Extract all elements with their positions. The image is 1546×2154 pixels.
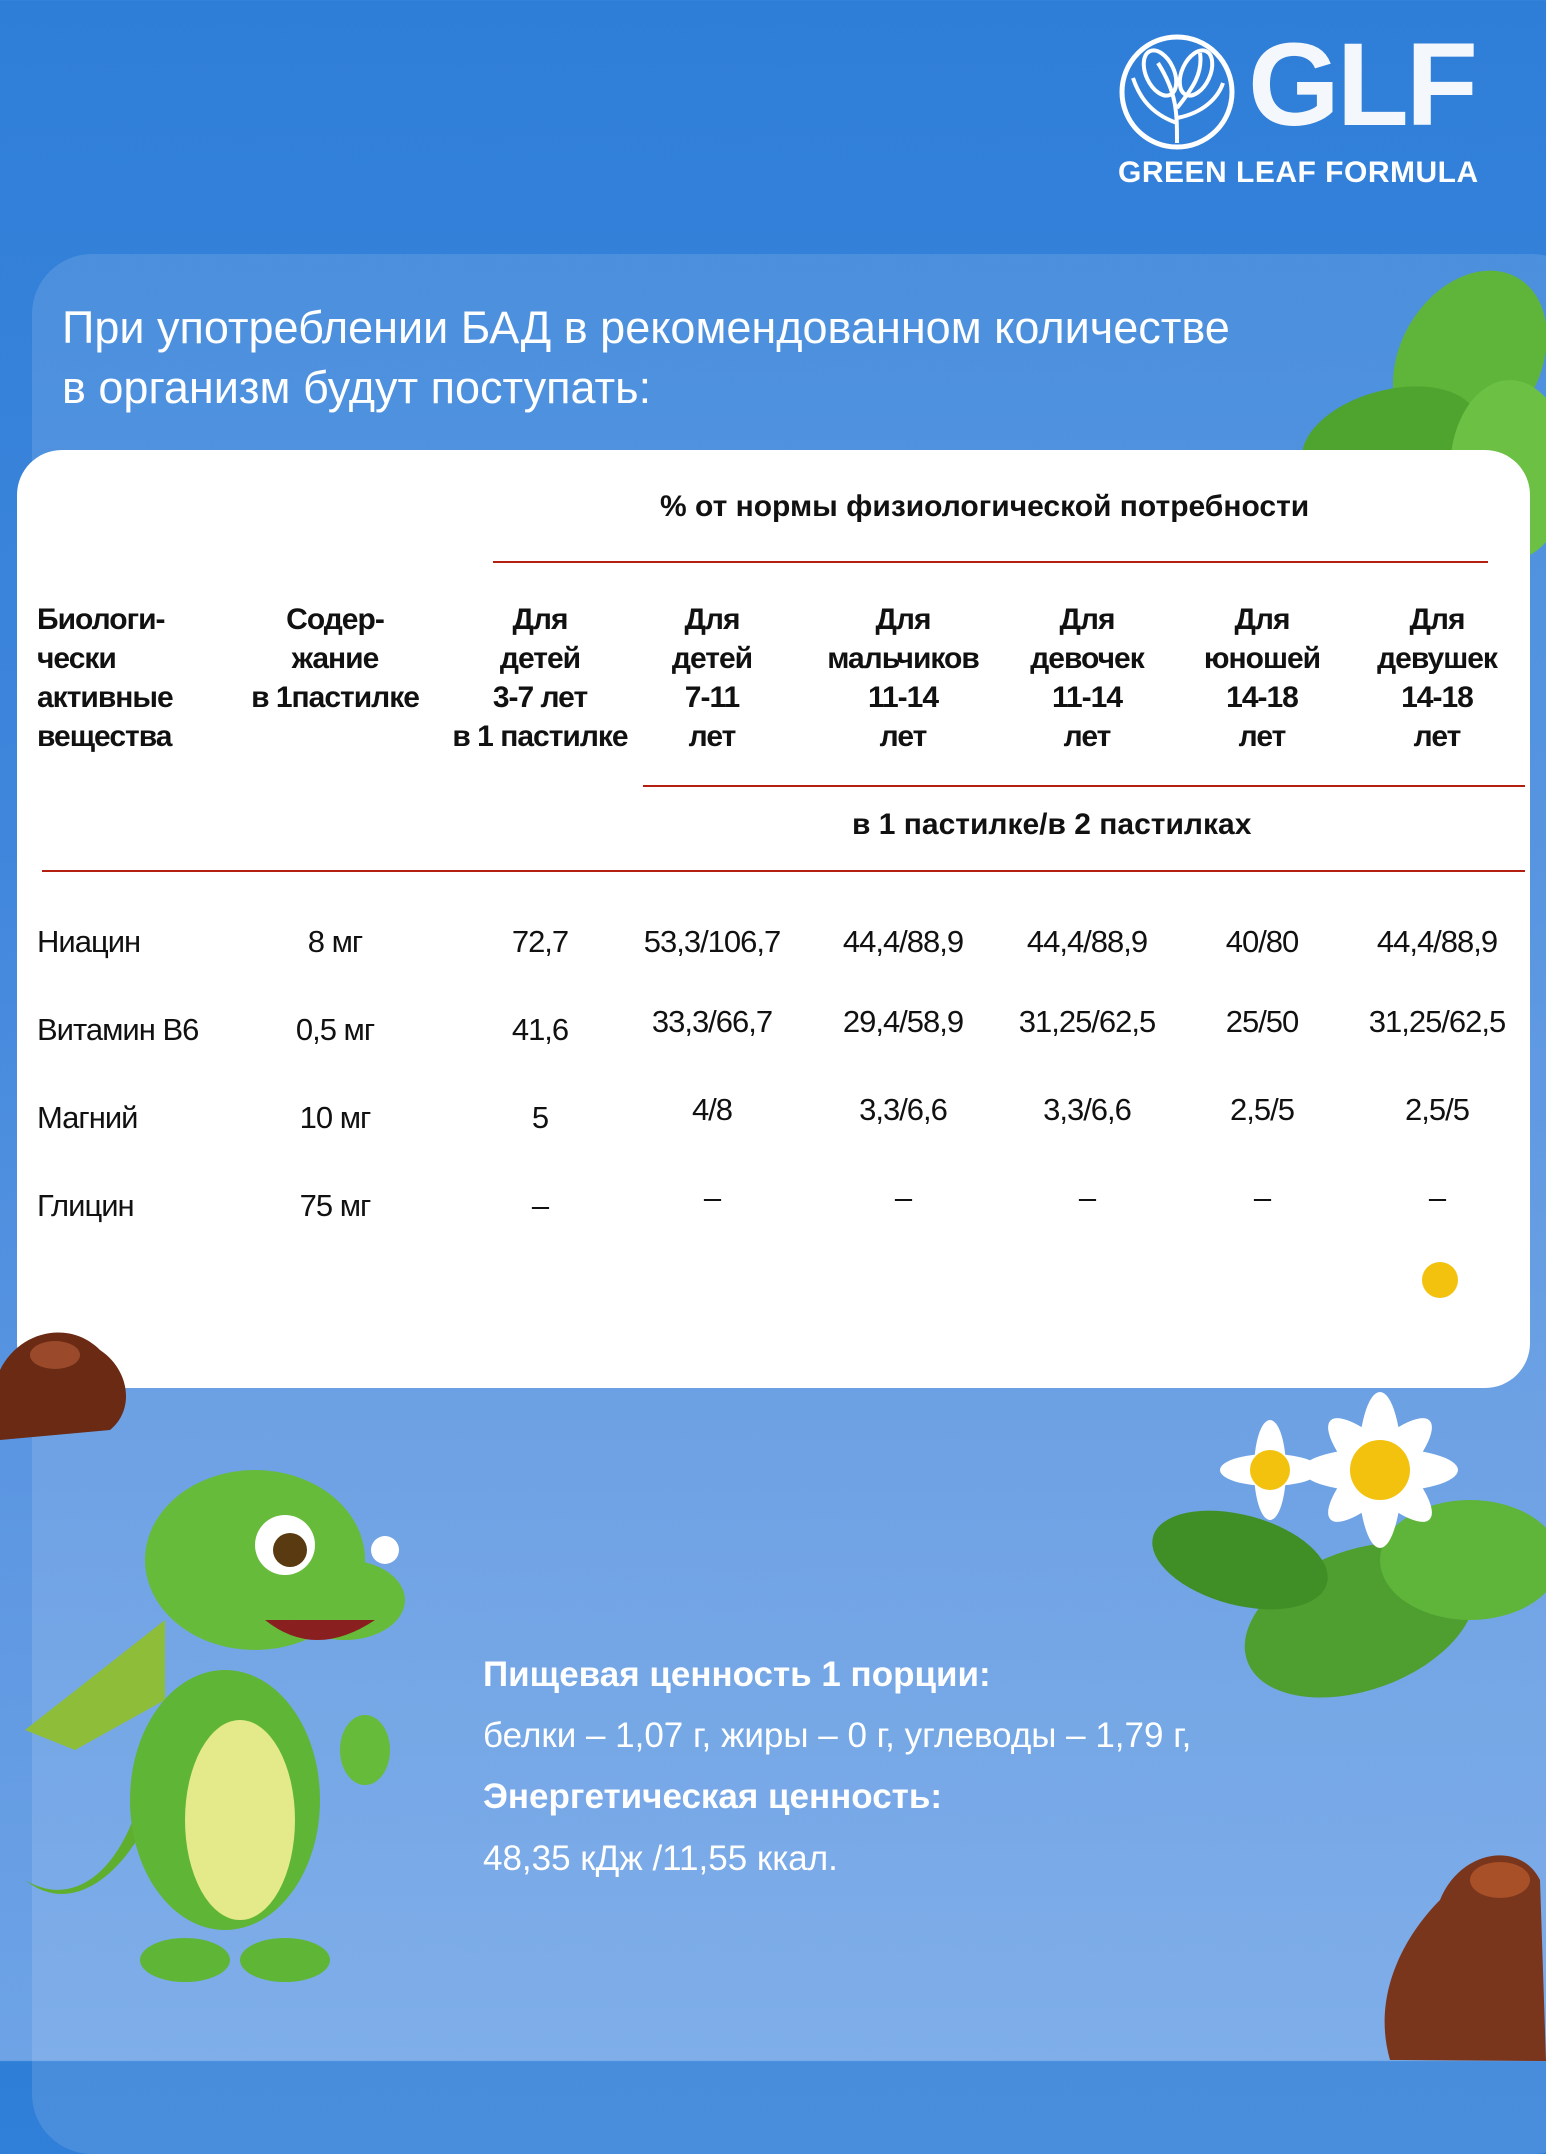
column-header-line: лет: [1063, 720, 1111, 753]
chamomile-decoration: [1130, 1230, 1546, 1790]
table-cell: 3,3/6,6: [1043, 1092, 1131, 1127]
nutrient-name: Магний: [37, 1100, 138, 1135]
table-cell: –: [894, 1180, 912, 1215]
column-header-line: лет: [879, 720, 927, 753]
column-header-line: юношей: [1203, 642, 1321, 675]
column-header-line: 14-18: [1401, 681, 1473, 714]
table-cell: 40/80: [1225, 924, 1299, 959]
column-header-line: девочек: [1030, 642, 1144, 675]
column-header-line: девушек: [1377, 642, 1497, 675]
column-header-line: активные: [37, 681, 173, 714]
column-header: [827, 600, 979, 756]
title-line-1: При употреблении БАД в рекомендованном количестве: [62, 302, 1230, 353]
column-header: [672, 600, 752, 756]
column-header-line: детей: [499, 642, 581, 675]
column-header-line: мальчиков: [827, 642, 979, 675]
column-header-line: Содер-: [286, 603, 384, 636]
column-header: [1377, 600, 1497, 756]
column-header-line: жание: [291, 642, 379, 675]
nutrient-name: Ниацин: [37, 924, 141, 959]
dragon-mascot-illustration: [15, 1450, 435, 1990]
divider-line: [643, 785, 1525, 787]
gummy-dragon-decoration: [1350, 1810, 1546, 2061]
table-cell: –: [531, 1188, 549, 1223]
table-cell: 53,3/106,7: [643, 924, 781, 959]
column-header-line: Для: [1059, 603, 1115, 636]
nutrient-name: Глицин: [37, 1188, 134, 1223]
table-cell: 4/8: [691, 1092, 733, 1127]
gummy-decoration: [0, 1310, 135, 1445]
table-cell: 31,25/62,5: [1368, 1004, 1506, 1039]
table-cell: 10 мг: [299, 1100, 371, 1135]
table-cell: 33,3/66,7: [651, 1004, 773, 1039]
table-cell: 41,6: [511, 1012, 569, 1047]
column-header-line: Биологи-: [37, 603, 165, 636]
table-cell: –: [703, 1180, 721, 1215]
column-header-line: 3-7 лет: [492, 681, 588, 714]
nutrient-name: Витамин В6: [37, 1012, 199, 1047]
table-cell: 8 мг: [307, 924, 363, 959]
column-header-line: Для: [875, 603, 931, 636]
column-header: [452, 600, 627, 756]
column-header-line: в 1пастилке: [251, 681, 419, 714]
nutrition-macros: белки – 1,07 г, жиры – 0 г, углеводы – 1,79 г,: [483, 1716, 1192, 1755]
divider-line: [493, 561, 1488, 563]
page-title: [62, 298, 1462, 418]
column-header: [251, 600, 419, 717]
divider-line: [42, 870, 1525, 872]
column-header-line: 11-14: [1051, 681, 1123, 714]
nutrition-heading: Пищевая ценность 1 порции:: [483, 1655, 991, 1694]
table-cell: –: [1428, 1180, 1446, 1215]
table-cell: 2,5/5: [1405, 1092, 1469, 1127]
table-cell: 44,4/88,9: [842, 924, 964, 959]
column-header-line: вещества: [37, 720, 172, 753]
leaf-logo-icon: [1118, 33, 1236, 151]
column-header-line: лет: [688, 720, 736, 753]
column-header-line: 11-14: [867, 681, 939, 714]
table-cell: –: [1253, 1180, 1271, 1215]
column-header-line: Для: [1409, 603, 1465, 636]
column-header: [1204, 600, 1320, 756]
table-cell: 44,4/88,9: [1026, 924, 1148, 959]
logo-wordmark: GLF: [1248, 19, 1475, 151]
energy-heading: Энергетическая ценность:: [483, 1777, 942, 1816]
column-header-line: чески: [37, 642, 116, 675]
table-cell: 72,7: [511, 924, 569, 959]
table-cell: 2,5/5: [1230, 1092, 1294, 1127]
table-cell: 29,4/58,9: [842, 1004, 964, 1039]
table-cell: 0,5 мг: [295, 1012, 375, 1047]
column-header-line: Для: [1234, 603, 1290, 636]
column-header-line: лет: [1413, 720, 1461, 753]
column-header-line: Для: [512, 603, 568, 636]
table-cell: 44,4/88,9: [1376, 924, 1498, 959]
column-header-line: лет: [1238, 720, 1286, 753]
column-header-line: 7-11: [684, 681, 740, 714]
table-cell: 75 мг: [299, 1188, 371, 1223]
sub-header: в 1 пастилке/в 2 пастилках: [852, 808, 1252, 841]
column-header-line: в 1 пастилке: [452, 720, 628, 753]
column-header-line: 14-18: [1226, 681, 1298, 714]
table-cell: 31,25/62,5: [1018, 1004, 1156, 1039]
brand-name: GREEN LEAF FORMULA: [1118, 156, 1479, 189]
table-cell: –: [1078, 1180, 1096, 1215]
table-cell: 5: [531, 1100, 549, 1135]
column-header-line: Для: [684, 603, 740, 636]
table-cell: 3,3/6,6: [859, 1092, 947, 1127]
title-line-2: в организм будут поступать:: [62, 362, 652, 413]
energy-value: 48,35 кДж /11,55 ккал.: [483, 1839, 838, 1878]
table-cell: 25/50: [1225, 1004, 1299, 1039]
group-header: % от нормы физиологической потребности: [660, 490, 1310, 523]
column-header-line: детей: [671, 642, 753, 675]
column-header: [1030, 600, 1143, 756]
column-header: [37, 600, 173, 756]
